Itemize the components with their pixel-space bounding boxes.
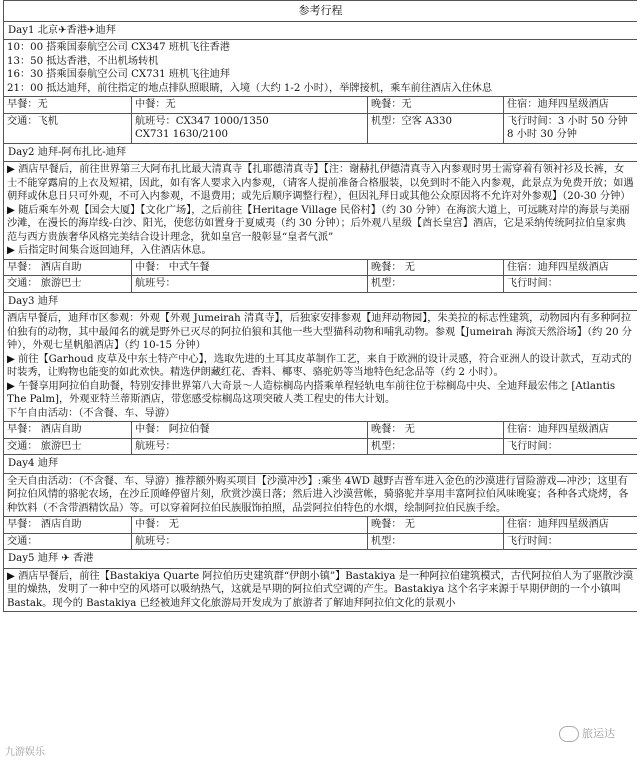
day1-flight-line: 21：00 抵达迪拜，前往指定的地点排队照眼睛，入境（大约 1-2 小时），举牌接机，乘车前往酒店入住休息 xyxy=(7,82,493,94)
day3-transport-row xyxy=(4,438,638,455)
day4-transport-row xyxy=(4,533,638,550)
day2-dinner: 晚餐： 无 xyxy=(368,259,504,276)
day3-breakfast: 早餐： 酒店自助 xyxy=(4,422,132,439)
day3-paragraph: ▶ 午餐享用阿拉伯自助餐，特别安排世界第八大奇景～人造棕榈岛内搭乘单程轻轨电车前往位于棕榈岛中央、全迪拜最宏伟之 [Atlantis The Palm]，外观亚特兰蒂斯酒店，带您感受棕榈岛这项突破人类工程史的伟大计划。 xyxy=(7,380,616,405)
day3-lunch: 中餐： 阿拉伯餐 xyxy=(132,422,368,439)
page-title: 参考行程 xyxy=(4,1,638,22)
day1-flights xyxy=(4,40,638,97)
day1-hotel: 住宿：迪拜四星级酒店 xyxy=(504,97,638,114)
day2-breakfast: 早餐： 酒店自助 xyxy=(4,259,132,276)
day3-flight-time: 飞行时间： xyxy=(504,438,638,455)
day2-paragraph: ▶ 后指定时间集合返回迪拜，入住酒店休息。 xyxy=(7,245,212,256)
watermark-right-text: 旅运达 xyxy=(582,727,615,740)
day2-header: Day2 迪拜-阿布扎比-迪拜 xyxy=(4,143,638,162)
day3-paragraph: ▶ 前往【Garhoud 皮草及中东土特产中心】，选取先进的土耳其皮革制作工艺，来自于欧洲的设计灵感，符合亚洲人的设计款式，互动式的时装秀，让购物也能变的如此欢快。精选伊朗藏红花、香料、椰枣、骆驼奶等当地特色纪念品等（约 2 小时）。 xyxy=(7,353,632,378)
day3-meals-row xyxy=(4,422,638,439)
day3-flight-no: 航班号： xyxy=(132,438,368,455)
day3-content xyxy=(4,311,638,422)
day1-meals-row xyxy=(4,97,638,114)
day2-paragraph: ▶ 酒店早餐后，前往世界第三大阿布扎比最大清真寺【扎耶德清真寺】【注：谢赫扎伊德清真寺入内参观时男士需穿着有领衬衫及长裤，女士不能穿露肩的上衣及短裙，因此，如有客人要求入内参观，（请客人提前准备合格服装，以免到时不能入内参观，此景点为免费开放；如遇朝拜或休息日只可外观，不可入内参观，不退费用；或先后顺序调整行程），但因礼拜日或其他公众原因将不允许对外参观】（20-30 分钟） xyxy=(7,164,634,202)
day1-flight-line: 10：00 搭乘国泰航空公司 CX347 班机飞往香港 xyxy=(7,42,230,53)
day2-flight-no: 航班号： xyxy=(132,276,368,293)
day4-content-row xyxy=(4,473,638,517)
day4-paragraph: 全天自由活动：（不含餐、车、导游）推荐额外购买项目【沙漠冲沙】:乘坐 4WD 越野吉普车进入金色的沙漠进行冒险游戏—冲沙；这里有阿拉伯风情的骆驼农场，在沙丘顶峰停留片刻，欣赏沙漠日落；然后进入沙漠营帐，骑骆驼并享用丰富阿拉伯风味晚宴；各种各式烧烤，各种饮料（不含带酒精饮品）等。可以穿着阿拉伯民族服饰拍照，品尝阿拉伯特色的水烟，绘制阿拉伯民族手绘。 xyxy=(7,475,629,514)
day1-dinner: 晚餐：无 xyxy=(368,97,504,114)
day2-lunch: 中餐： 中式午餐 xyxy=(132,259,368,276)
wechat-icon xyxy=(559,726,579,742)
day2-aircraft: 机型： xyxy=(368,276,504,293)
day5-paragraph: ▶ 酒店早餐后，前往【Bastakiya Quarte 阿拉伯历史建筑群“伊朗小镇”】Bastakiya 是一种阿拉伯建筑模式，古代阿拉伯人为了驱散沙漠里的燥热，发明了一种中空的风塔可以吸纳热气，这就是早期的阿拉伯式空调的产生。Bastakiya 这个名字来源于早期伊朗的一个小镇叫 Bastak。现今的 Bastakiya 已经被迪拜文化旅游局开发成为了旅游者了解迪拜阿拉伯文化的景观小 xyxy=(7,570,634,609)
day2-meals-row xyxy=(4,259,638,276)
day3-traffic: 交通： 旅游巴士 xyxy=(4,438,132,455)
day3-hotel: 住宿：迪拜四星级酒店 xyxy=(504,422,638,439)
day2-header-row xyxy=(4,143,638,162)
day4-dinner: 晚餐： 无 xyxy=(368,517,504,534)
day4-breakfast: 早餐： 酒店自助 xyxy=(4,517,132,534)
day1-lunch: 中餐：无 xyxy=(132,97,368,114)
watermark-right xyxy=(559,725,615,742)
day4-aircraft: 机型： xyxy=(368,533,504,550)
day1-traffic: 交通：飞机 xyxy=(4,113,132,143)
day2-flight-time: 飞行时间： xyxy=(504,276,638,293)
day4-header-row xyxy=(4,455,638,474)
day1-breakfast: 早餐：无 xyxy=(4,97,132,114)
day3-content-row xyxy=(4,311,638,422)
day4-header: Day4 迪拜 xyxy=(4,455,638,474)
day1-flight-no xyxy=(132,113,368,143)
day1-flight-line: 16：30 搭乘国泰航空公司 CX731 班机飞往迪拜 xyxy=(7,69,230,80)
day4-hotel: 住宿：迪拜四星级酒店 xyxy=(504,517,638,534)
day4-flight-no: 航班号： xyxy=(132,533,368,550)
day1-transport-row xyxy=(4,113,638,143)
day2-paragraph: ▶ 随后乘车外观【国会大厦】【文化广场】，之后前往【Heritage Village 民俗村】（约 30 分钟）在海滨大道上，可远眺对岸的海景与美丽沙滩，在漫长的海岸线-白沙、阳光，使您彷如置身于夏威夷（约 30 分钟）；后外观八星级【酋长皇宫】酒店，它是采纳传统阿拉伯皇家典范与西方贵族奢华风格完美结合设计理念，犹如皇宫一般彰显“皇者气派” xyxy=(7,204,630,243)
day1-flight-no-2: CX731 1630/2100 xyxy=(135,129,229,140)
day1-flights-row xyxy=(4,40,638,97)
day2-content-row xyxy=(4,162,638,260)
day1-flight-no-1: 航班号：CX347 1000/1350 xyxy=(135,115,269,127)
day2-hotel: 住宿：迪拜四星级酒店 xyxy=(504,259,638,276)
itinerary-table xyxy=(3,0,637,612)
day2-transport-row xyxy=(4,276,638,293)
day3-header: Day3 迪拜 xyxy=(4,292,638,311)
day5-header-row xyxy=(4,550,638,569)
day5-content xyxy=(4,568,638,612)
day1-aircraft: 机型：空客 A330 xyxy=(368,113,504,143)
title-row xyxy=(4,1,638,22)
day3-header-row xyxy=(4,292,638,311)
day4-content xyxy=(4,473,638,517)
day4-meals-row xyxy=(4,517,638,534)
day5-header: Day5 迪拜 ✈ 香港 xyxy=(4,550,638,569)
day2-traffic: 交通： 旅游巴士 xyxy=(4,276,132,293)
day5-content-row xyxy=(4,568,638,612)
day3-dinner: 晚餐： 无 xyxy=(368,422,504,439)
day4-traffic: 交通： xyxy=(4,533,132,550)
day3-paragraph: 下午自由活动：（不含餐、车、导游） xyxy=(7,407,176,419)
day3-aircraft: 机型： xyxy=(368,438,504,455)
day3-paragraph: 酒店早餐后，迪拜市区参观：外观【外观 Jumeirah 清真寺】，后独家安排参观【迪拜动物园】，朱美拉的标志性建筑，动物园内有多种阿拉伯独有的动物，其中最闻名的就是野外已灭尽的阿拉伯狼和其他一些大型猫科动物和哺乳动物。参观【Jumeirah 海滨天然浴场】（约 20 分钟），外观七星帆船酒店】（约 10-15 分钟） xyxy=(7,313,632,351)
itinerary-page xyxy=(3,0,637,760)
day4-flight-time: 飞行时间： xyxy=(504,533,638,550)
day1-header: Day1 北京✈香港✈迪拜 xyxy=(4,21,638,40)
day2-content xyxy=(4,162,638,260)
day4-lunch: 中餐： 无 xyxy=(132,517,368,534)
day1-flight-time-1: 飞行时间：3 小时 50 分钟 xyxy=(507,115,628,127)
day1-header-row xyxy=(4,21,638,40)
day1-flight-line: 13：50 抵达香港，不出机场转机 xyxy=(7,55,159,67)
day1-flight-time-2: 8 小时 30 分钟 xyxy=(507,129,577,140)
watermark-left: 九游娱乐 xyxy=(5,747,45,758)
day1-flight-time xyxy=(504,113,638,143)
